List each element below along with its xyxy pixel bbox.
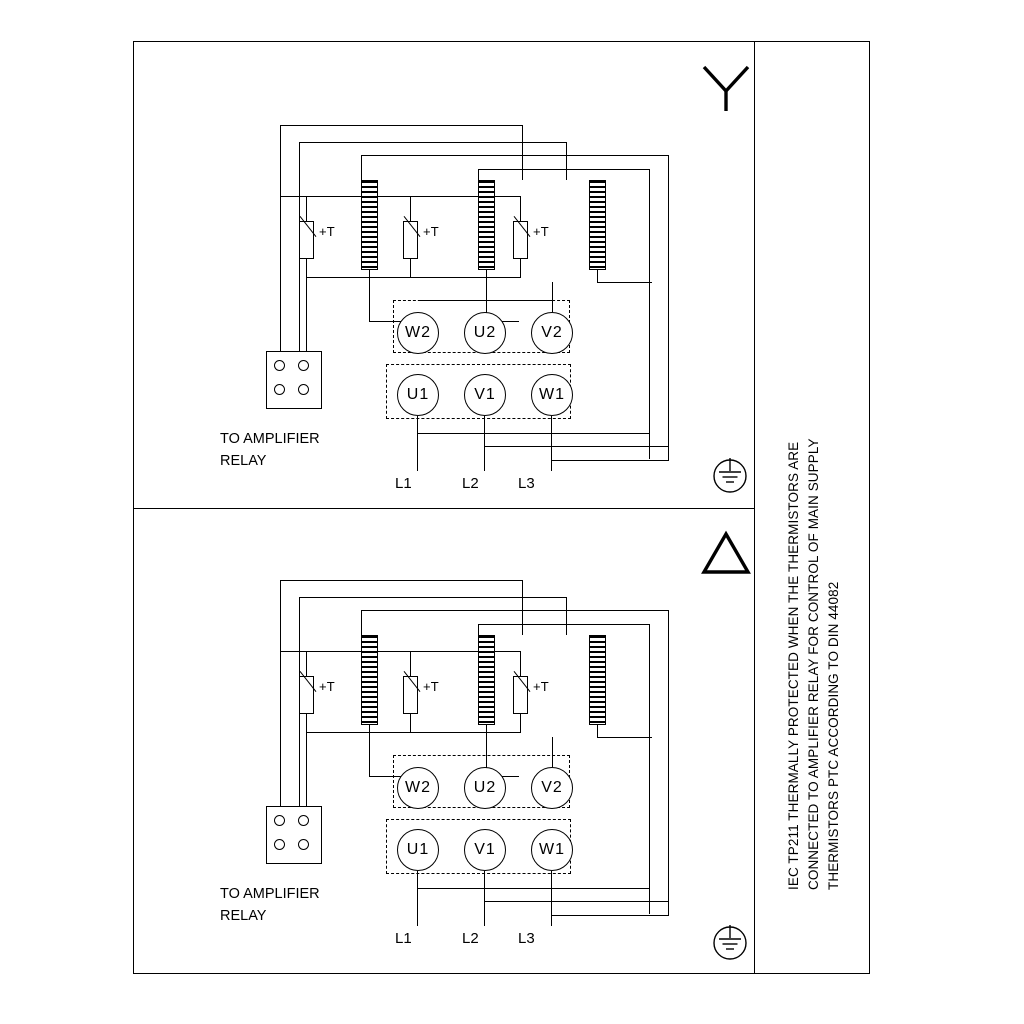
terminal-v2[interactable]: V2	[531, 312, 573, 354]
thermistor-3-label: +T	[533, 679, 549, 694]
note-line-2: CONNECTED TO AMPLIFIER RELAY FOR CONTROL OF MAIN SUPPLY	[806, 438, 821, 890]
terminal-w2[interactable]: W2	[397, 767, 439, 809]
thermistor-12-link-top	[306, 196, 411, 197]
wire-top-bus-2-right	[566, 597, 567, 635]
wire-top-bus-2	[299, 142, 567, 143]
wire-top-bus-3	[361, 610, 669, 611]
thermistor-2	[403, 221, 418, 259]
return-wire-1	[417, 433, 649, 434]
thermistor-23-link-top	[410, 196, 521, 197]
note-line-1: IEC TP211 THERMALLY PROTECTED WHEN THE THERMISTORS ARE	[786, 441, 801, 890]
amplifier-connector-block	[266, 351, 322, 409]
thermistor-1-link-top	[280, 651, 307, 652]
winding-coil-3	[589, 180, 606, 270]
return-wire-3	[551, 460, 669, 461]
thermistor-3	[513, 676, 528, 714]
wire-top-bus-3	[361, 155, 669, 156]
connector-dot-4	[298, 384, 309, 395]
thermistor-1	[299, 676, 314, 714]
thermistor-3-lead-top	[520, 651, 521, 676]
supply-label-l2: L2	[462, 930, 479, 947]
thermistor-2-lead-bottom	[410, 259, 411, 277]
thermistor-2	[403, 676, 418, 714]
wire-top-bus-3-left	[361, 155, 362, 181]
thermistor-1-label: +T	[319, 224, 335, 239]
supply-l3-line	[551, 416, 552, 471]
terminal-u1[interactable]: U1	[397, 374, 439, 416]
amplifier-label-line1: TO AMPLIFIER	[220, 431, 320, 447]
supply-l1-line	[417, 871, 418, 926]
thermistor-12-link-top	[306, 651, 411, 652]
thermistor-3	[513, 221, 528, 259]
supply-label-l3: L3	[518, 930, 535, 947]
connector-dot-3	[274, 839, 285, 850]
wire-top-bus-4-right	[649, 624, 650, 914]
connector-dot-3	[274, 384, 285, 395]
wire-top-bus-4-right	[649, 169, 650, 459]
delta-symbol-icon	[698, 528, 754, 580]
v2-feed	[552, 282, 553, 312]
panel-star-connection	[133, 41, 754, 508]
thermistor-23-link-bottom	[410, 732, 521, 733]
coil-3-lead-h	[597, 282, 652, 283]
winding-coil-1	[361, 180, 378, 270]
return-wire-2	[484, 446, 668, 447]
terminal-u2[interactable]: U2	[464, 312, 506, 354]
thermistor-23-link-top	[410, 651, 521, 652]
connector-dot-2	[298, 360, 309, 371]
wire-top-bus-3-right	[668, 610, 669, 915]
connector-dot-2	[298, 815, 309, 826]
thermistor-2-label: +T	[423, 679, 439, 694]
thermistor-1	[299, 221, 314, 259]
winding-coil-2	[478, 180, 495, 270]
wire-top-bus-1-right	[522, 125, 523, 180]
amplifier-connector-block	[266, 806, 322, 864]
connector-dot-1	[274, 815, 285, 826]
amplifier-label-line2: RELAY	[220, 908, 267, 924]
thermistor-2-label: +T	[423, 224, 439, 239]
wire-top-bus-2-right	[566, 142, 567, 180]
return-wire-1	[417, 888, 649, 889]
terminal-v1[interactable]: V1	[464, 829, 506, 871]
supply-label-l3: L3	[518, 475, 535, 492]
coil-3-lead-h	[597, 737, 652, 738]
supply-label-l1: L1	[395, 930, 412, 947]
terminal-v1[interactable]: V1	[464, 374, 506, 416]
v2-feed	[552, 737, 553, 767]
terminal-w2[interactable]: W2	[397, 312, 439, 354]
supply-l2-line	[484, 871, 485, 926]
wire-top-bus-4	[478, 624, 650, 625]
thermistor-12-link-bottom	[306, 277, 411, 278]
supply-l2-line	[484, 416, 485, 471]
thermistor-2-lead-top	[410, 196, 411, 221]
supply-label-l2: L2	[462, 475, 479, 492]
wire-top-bus-4	[478, 169, 650, 170]
wire-top-bus-1	[280, 580, 523, 581]
amplifier-label-line1: TO AMPLIFIER	[220, 886, 320, 902]
note-column-divider	[754, 41, 755, 974]
supply-l3-line	[551, 871, 552, 926]
earth-symbol-icon	[705, 453, 755, 499]
terminal-u2[interactable]: U2	[464, 767, 506, 809]
wire-top-bus-1-left	[280, 580, 281, 817]
panel-delta-connection	[133, 508, 754, 975]
terminal-v2[interactable]: V2	[531, 767, 573, 809]
thermistor-3-lead-bottom	[520, 714, 521, 732]
winding-coil-2	[478, 635, 495, 725]
winding-coil-1	[361, 635, 378, 725]
note-line-3: THERMISTORS PTC ACCORDING TO DIN 44082	[826, 581, 841, 890]
thermistor-2-lead-bottom	[410, 714, 411, 732]
earth-symbol-icon	[705, 920, 755, 966]
return-wire-3	[551, 915, 669, 916]
wire-top-bus-1-right	[522, 580, 523, 635]
connector-dot-1	[274, 360, 285, 371]
thermistor-1-lead-top	[306, 651, 307, 676]
thermistor-1-lead-top	[306, 196, 307, 221]
thermistor-3-label: +T	[533, 224, 549, 239]
connector-dot-4	[298, 839, 309, 850]
supply-l1-line	[417, 416, 418, 471]
coil-3-lead	[597, 270, 598, 282]
coil-3-lead	[597, 725, 598, 737]
terminal-w1[interactable]: W1	[531, 374, 573, 416]
thermistor-23-link-bottom	[410, 277, 521, 278]
thermistor-1-label: +T	[319, 679, 335, 694]
wire-top-bus-3-right	[668, 155, 669, 460]
thermistor-1-link-top	[280, 196, 307, 197]
wire-top-bus-1-left	[280, 125, 281, 362]
supply-label-l1: L1	[395, 475, 412, 492]
wire-top-bus-3-left	[361, 610, 362, 636]
wire-top-bus-1	[280, 125, 523, 126]
return-wire-2	[484, 901, 668, 902]
star-point-link	[418, 300, 552, 301]
thermistor-3-lead-top	[520, 196, 521, 221]
terminal-u1[interactable]: U1	[397, 829, 439, 871]
thermistor-3-lead-bottom	[520, 259, 521, 277]
wire-top-bus-2	[299, 597, 567, 598]
winding-coil-3	[589, 635, 606, 725]
terminal-w1[interactable]: W1	[531, 829, 573, 871]
wye-symbol-icon	[698, 61, 754, 117]
thermistor-2-lead-top	[410, 651, 411, 676]
thermistor-12-link-bottom	[306, 732, 411, 733]
amplifier-label-line2: RELAY	[220, 453, 267, 469]
